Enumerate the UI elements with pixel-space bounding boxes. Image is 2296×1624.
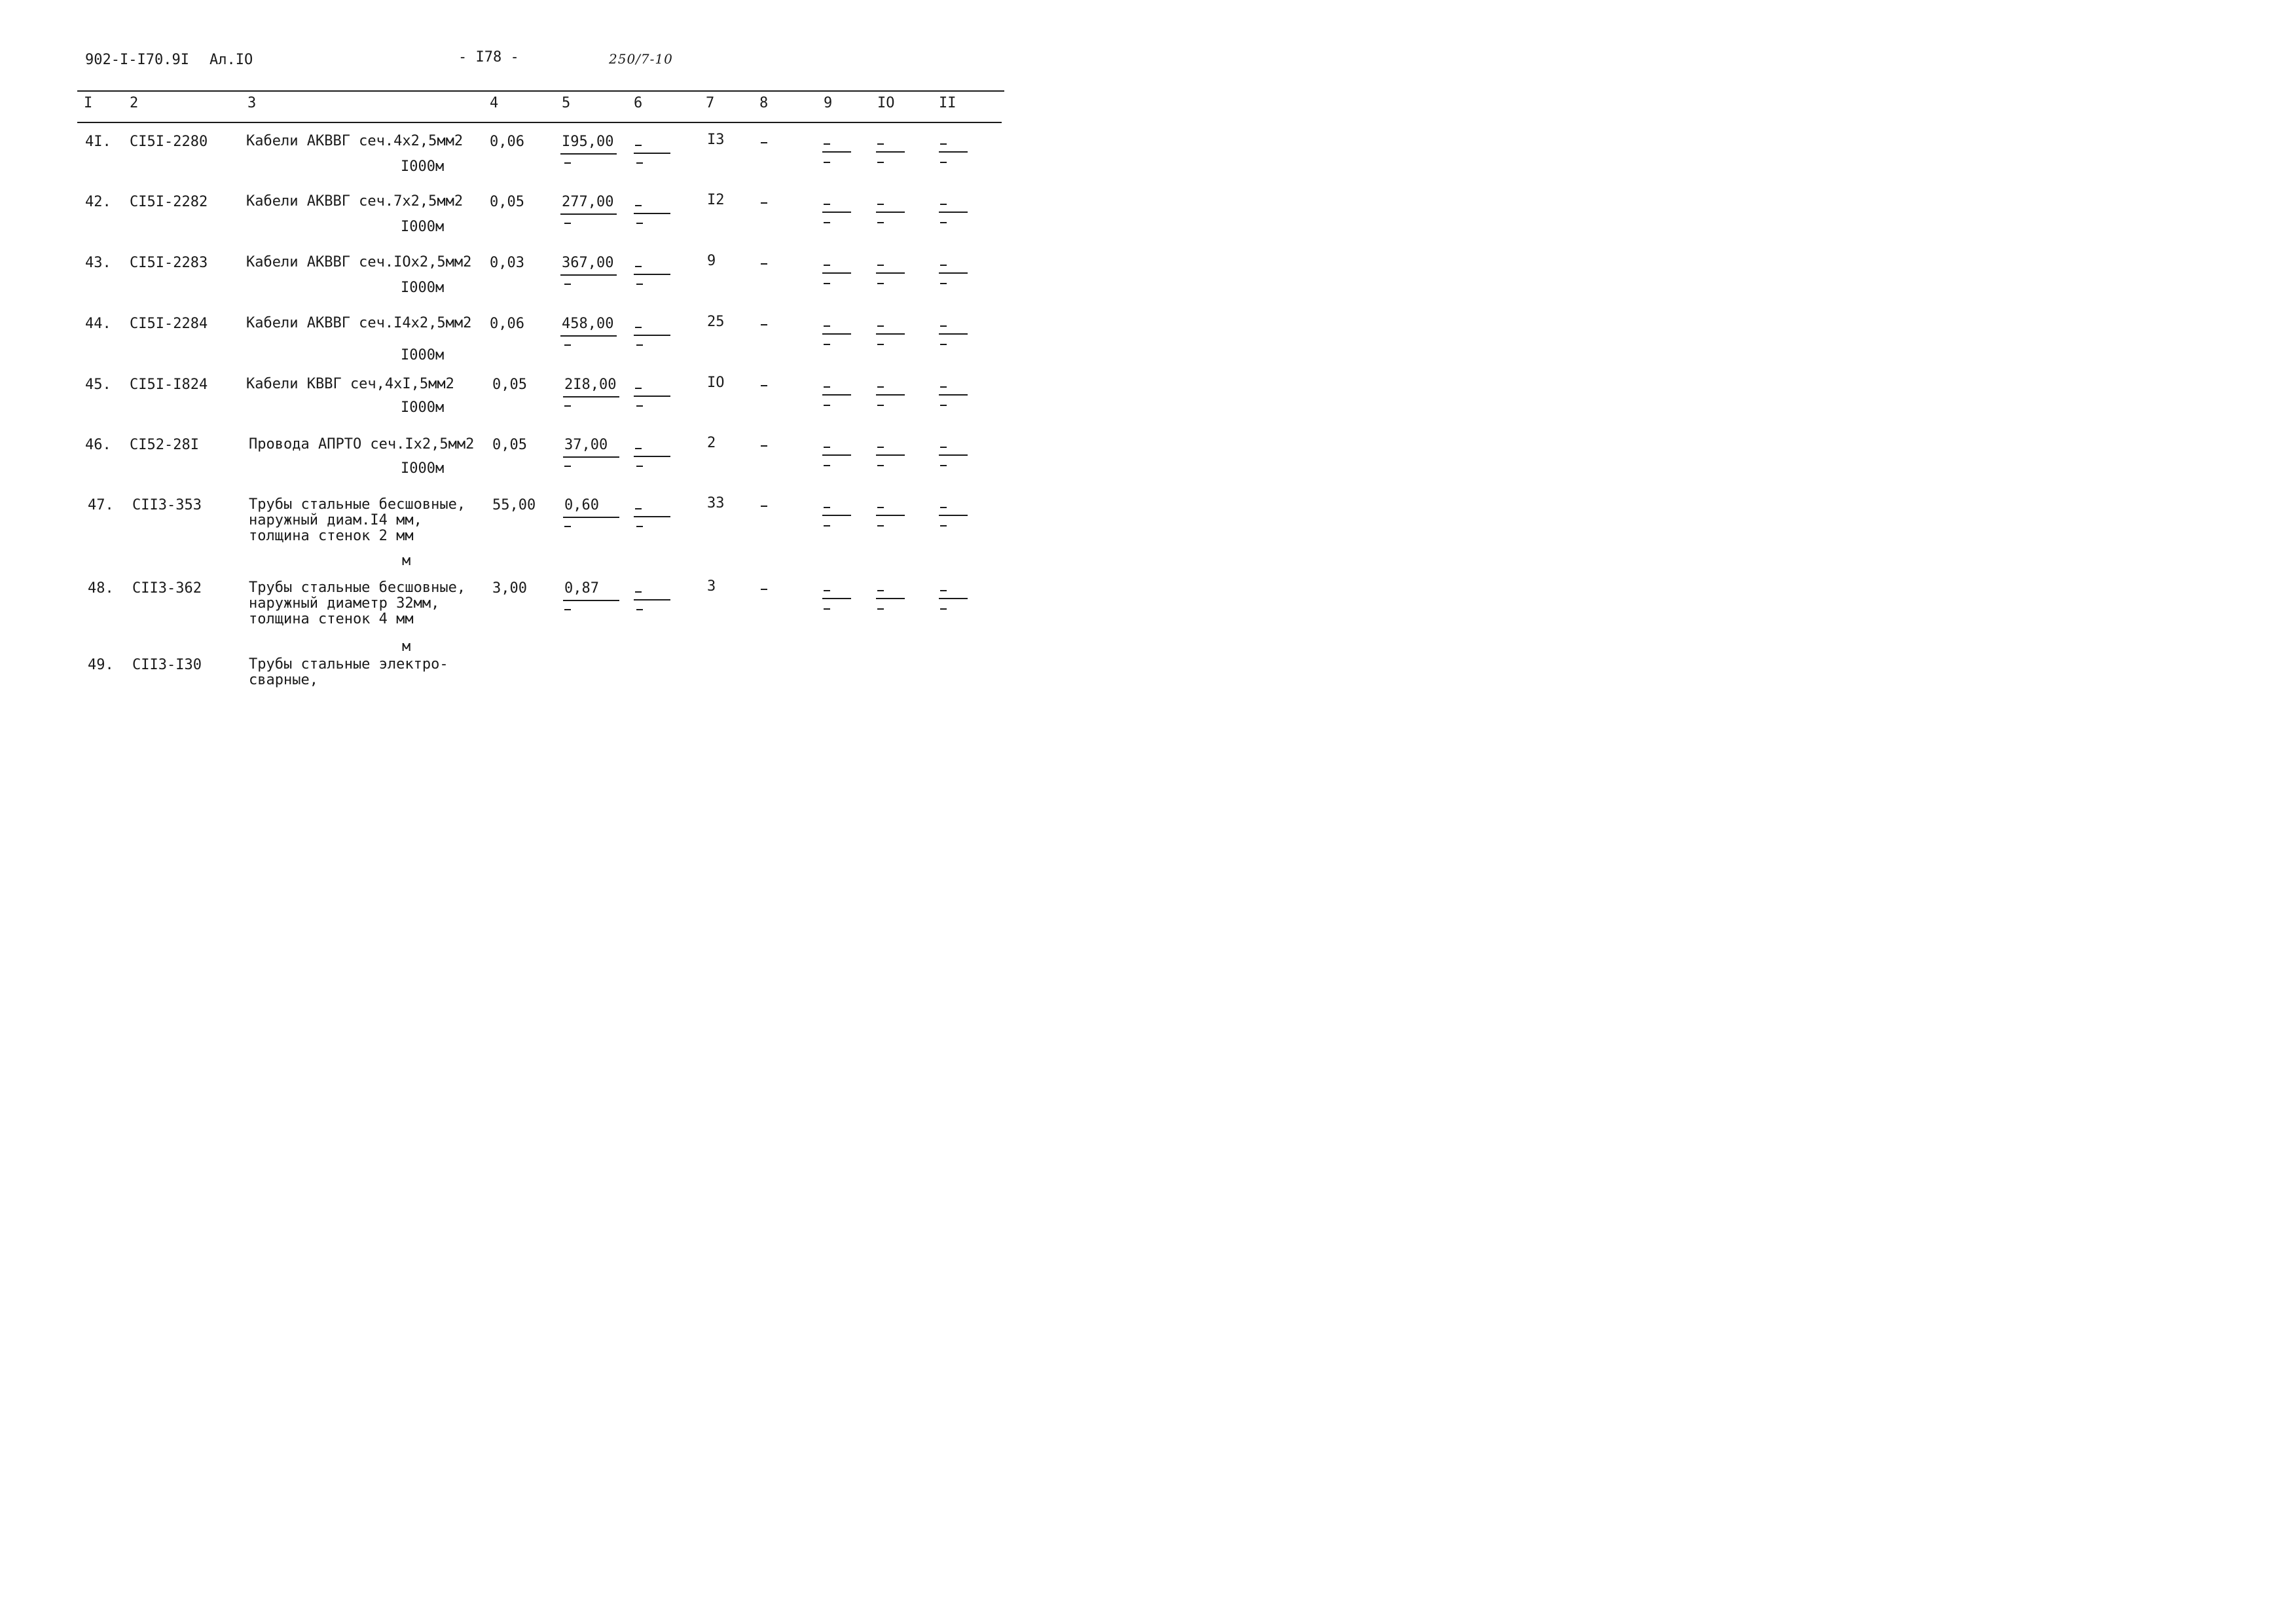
- col9-lower-dash: [824, 608, 830, 610]
- col10-upper-dash: [877, 204, 884, 205]
- row-number: 44.: [85, 316, 111, 332]
- col11-lower-dash: [940, 465, 947, 466]
- col6-upper-dash: [635, 388, 642, 389]
- col9-upper-dash: [824, 386, 830, 388]
- col11-upper-dash: [940, 325, 947, 327]
- row-quantity: 55,00: [492, 497, 536, 513]
- price-lower-dash: [564, 162, 571, 164]
- col9-underline: [822, 454, 851, 456]
- col8-dash: [761, 324, 767, 325]
- row-unit: I000м: [401, 460, 445, 477]
- table-top-rule: [77, 90, 1004, 92]
- row-code: CI5I-2283: [130, 255, 208, 271]
- price-lower-dash: [564, 223, 571, 224]
- row-description: толщина стенок 4 мм: [249, 611, 414, 627]
- row-description: Провода АПРТО сеч.Ix2,5мм2: [249, 436, 475, 452]
- col8-dash: [761, 506, 767, 507]
- col10-lower-dash: [877, 283, 884, 284]
- row-code: CII3-362: [132, 580, 202, 597]
- col9-underline: [822, 151, 851, 153]
- col6-upper-dash: [635, 591, 642, 593]
- col9-lower-dash: [824, 465, 830, 466]
- row-col7: 25: [707, 314, 725, 330]
- col8-dash: [761, 142, 767, 143]
- row-unit: м: [402, 638, 411, 655]
- row-number: 49.: [88, 657, 114, 673]
- row-description: толщина стенок 2 мм: [249, 528, 414, 544]
- col9-upper-dash: [824, 507, 830, 508]
- column-header-5: 5: [562, 95, 571, 111]
- col9-underline: [822, 394, 851, 396]
- row-unit: I000м: [401, 158, 445, 175]
- column-header-8: 8: [759, 95, 769, 111]
- col11-underline: [939, 454, 968, 456]
- row-quantity: 3,00: [492, 580, 527, 597]
- row-description: Кабели АКВВГ сеч.IOx2,5мм2: [246, 254, 472, 270]
- col11-lower-dash: [940, 162, 947, 163]
- row-col7: IO: [707, 375, 725, 391]
- col9-lower-dash: [824, 344, 830, 345]
- col10-upper-dash: [877, 590, 884, 591]
- col9-upper-dash: [824, 447, 830, 448]
- row-description: сварные,: [249, 672, 318, 688]
- col8-dash: [761, 385, 767, 386]
- col9-underline: [822, 598, 851, 599]
- page-number: - I78 -: [458, 49, 519, 65]
- col11-upper-dash: [940, 386, 947, 388]
- row-price: 37,00: [564, 437, 608, 453]
- row-description: Кабели АКВВГ сеч.7x2,5мм2: [246, 193, 464, 210]
- col8-dash: [761, 202, 767, 204]
- column-header-10: IO: [877, 95, 895, 111]
- col6-upper-dash: [635, 508, 642, 509]
- col9-lower-dash: [824, 162, 830, 163]
- col11-upper-dash: [940, 507, 947, 508]
- price-underline: [563, 456, 619, 458]
- row-col7: 9: [707, 253, 716, 269]
- col6-lower-dash: [636, 284, 643, 285]
- row-unit: м: [402, 553, 411, 569]
- row-quantity: 0,05: [490, 194, 524, 210]
- col6-upper-dash: [635, 145, 642, 146]
- col10-upper-dash: [877, 265, 884, 266]
- col9-upper-dash: [824, 265, 830, 266]
- col6-underline: [634, 274, 670, 275]
- col9-upper-dash: [824, 204, 830, 205]
- col6-lower-dash: [636, 162, 643, 164]
- col10-lower-dash: [877, 608, 884, 610]
- col11-lower-dash: [940, 344, 947, 345]
- price-underline: [563, 517, 619, 518]
- col11-upper-dash: [940, 265, 947, 266]
- col11-upper-dash: [940, 204, 947, 205]
- col9-upper-dash: [824, 143, 830, 145]
- col6-underline: [634, 153, 670, 154]
- table-header-rule: [77, 122, 1002, 123]
- col11-underline: [939, 598, 968, 599]
- row-col7: 33: [707, 495, 725, 511]
- price-underline: [560, 274, 617, 276]
- col10-upper-dash: [877, 447, 884, 448]
- row-price: 2I8,00: [564, 377, 617, 393]
- col9-lower-dash: [824, 405, 830, 406]
- col10-underline: [876, 515, 905, 516]
- row-quantity: 0,06: [490, 316, 524, 332]
- col6-upper-dash: [635, 448, 642, 449]
- col6-underline: [634, 335, 670, 336]
- price-lower-dash: [564, 466, 571, 467]
- row-code: CI52-28I: [130, 437, 199, 453]
- price-lower-dash: [564, 526, 571, 527]
- col10-underline: [876, 151, 905, 153]
- col11-lower-dash: [940, 222, 947, 223]
- col10-upper-dash: [877, 143, 884, 145]
- col10-underline: [876, 394, 905, 396]
- col10-upper-dash: [877, 386, 884, 388]
- col6-underline: [634, 516, 670, 517]
- col9-lower-dash: [824, 283, 830, 284]
- col6-upper-dash: [635, 266, 642, 267]
- column-header-9: 9: [824, 95, 833, 111]
- row-code: CI5I-I824: [130, 377, 208, 393]
- col6-upper-dash: [635, 205, 642, 206]
- row-unit: I000м: [401, 219, 445, 235]
- row-description: наружный диаметр 32мм,: [249, 595, 440, 612]
- col9-underline: [822, 333, 851, 335]
- row-number: 4I.: [85, 134, 111, 150]
- col9-underline: [822, 272, 851, 274]
- col11-underline: [939, 394, 968, 396]
- col6-underline: [634, 599, 670, 600]
- col11-underline: [939, 333, 968, 335]
- col10-lower-dash: [877, 525, 884, 526]
- col11-underline: [939, 515, 968, 516]
- row-code: CII3-353: [132, 497, 202, 513]
- col10-underline: [876, 212, 905, 213]
- row-unit: I000м: [401, 399, 445, 416]
- row-quantity: 0,03: [490, 255, 524, 271]
- price-underline: [563, 600, 619, 601]
- row-col7: I3: [707, 132, 725, 148]
- col6-underline: [634, 213, 670, 214]
- col10-underline: [876, 333, 905, 335]
- col9-lower-dash: [824, 222, 830, 223]
- row-col7: I2: [707, 192, 725, 208]
- column-header-3: 3: [247, 95, 257, 111]
- price-underline: [560, 335, 617, 337]
- row-description: Кабели АКВВГ сеч.4x2,5мм2: [246, 133, 464, 149]
- col6-lower-dash: [636, 609, 643, 610]
- col8-dash: [761, 263, 767, 265]
- price-lower-dash: [564, 609, 571, 610]
- row-description: Трубы стальные бесшовные,: [249, 580, 466, 596]
- col11-upper-dash: [940, 590, 947, 591]
- row-number: 47.: [88, 497, 114, 513]
- row-number: 46.: [85, 437, 111, 453]
- row-number: 45.: [85, 377, 111, 393]
- album-number: Ал.IO: [210, 52, 253, 68]
- document-code: 902-I-I70.9I: [85, 52, 189, 68]
- col6-lower-dash: [636, 466, 643, 467]
- col10-lower-dash: [877, 344, 884, 345]
- col6-lower-dash: [636, 344, 643, 346]
- column-header-11: II: [939, 95, 957, 111]
- row-col7: 3: [707, 578, 716, 595]
- col10-upper-dash: [877, 325, 884, 327]
- row-price: 277,00: [562, 194, 614, 210]
- col9-underline: [822, 212, 851, 213]
- row-price: 367,00: [562, 255, 614, 271]
- column-header-6: 6: [634, 95, 643, 111]
- price-underline: [563, 396, 619, 397]
- row-unit: I000м: [401, 280, 445, 296]
- col11-underline: [939, 212, 968, 213]
- col10-underline: [876, 454, 905, 456]
- col9-underline: [822, 515, 851, 516]
- col6-underline: [634, 456, 670, 457]
- row-number: 42.: [85, 194, 111, 210]
- col9-upper-dash: [824, 325, 830, 327]
- col10-underline: [876, 272, 905, 274]
- col10-lower-dash: [877, 222, 884, 223]
- col11-lower-dash: [940, 608, 947, 610]
- row-description: Трубы стальные электро-: [249, 656, 448, 673]
- row-price: I95,00: [562, 134, 614, 150]
- col10-upper-dash: [877, 507, 884, 508]
- col6-lower-dash: [636, 405, 643, 407]
- row-unit: I000м: [401, 347, 445, 363]
- col10-lower-dash: [877, 162, 884, 163]
- col11-underline: [939, 272, 968, 274]
- handwritten-code: 250/7-10: [609, 51, 673, 67]
- row-code: CI5I-2282: [130, 194, 208, 210]
- price-underline: [560, 213, 617, 215]
- price-lower-dash: [564, 284, 571, 285]
- row-code: CI5I-2284: [130, 316, 208, 332]
- column-header-4: 4: [490, 95, 499, 111]
- column-header-7: 7: [706, 95, 715, 111]
- col8-dash: [761, 445, 767, 447]
- col6-lower-dash: [636, 223, 643, 224]
- row-number: 43.: [85, 255, 111, 271]
- col6-underline: [634, 396, 670, 397]
- column-header-2: 2: [130, 95, 139, 111]
- row-quantity: 0,05: [492, 437, 527, 453]
- col9-lower-dash: [824, 525, 830, 526]
- row-quantity: 0,05: [492, 377, 527, 393]
- col11-lower-dash: [940, 283, 947, 284]
- row-price: 0,87: [564, 580, 599, 597]
- row-description: Кабели АКВВГ сеч.I4x2,5мм2: [246, 315, 472, 331]
- row-quantity: 0,06: [490, 134, 524, 150]
- row-code: CII3-I30: [132, 657, 202, 673]
- row-description: наружный диам.I4 мм,: [249, 512, 422, 528]
- row-price: 0,60: [564, 497, 599, 513]
- col10-lower-dash: [877, 405, 884, 406]
- col11-upper-dash: [940, 447, 947, 448]
- col9-upper-dash: [824, 590, 830, 591]
- col11-lower-dash: [940, 525, 947, 526]
- price-lower-dash: [564, 344, 571, 346]
- row-col7: 2: [707, 435, 716, 451]
- row-description: Трубы стальные бесшовные,: [249, 496, 466, 513]
- col11-underline: [939, 151, 968, 153]
- col11-lower-dash: [940, 405, 947, 406]
- column-header-1: I: [84, 95, 93, 111]
- price-lower-dash: [564, 405, 571, 407]
- col6-upper-dash: [635, 327, 642, 328]
- col11-upper-dash: [940, 143, 947, 145]
- row-price: 458,00: [562, 316, 614, 332]
- price-underline: [560, 153, 617, 155]
- row-number: 48.: [88, 580, 114, 597]
- col6-lower-dash: [636, 526, 643, 527]
- col8-dash: [761, 589, 767, 590]
- row-description: Кабели КВВГ сеч,4xI,5мм2: [246, 376, 454, 392]
- row-code: CI5I-2280: [130, 134, 208, 150]
- col10-underline: [876, 598, 905, 599]
- col10-lower-dash: [877, 465, 884, 466]
